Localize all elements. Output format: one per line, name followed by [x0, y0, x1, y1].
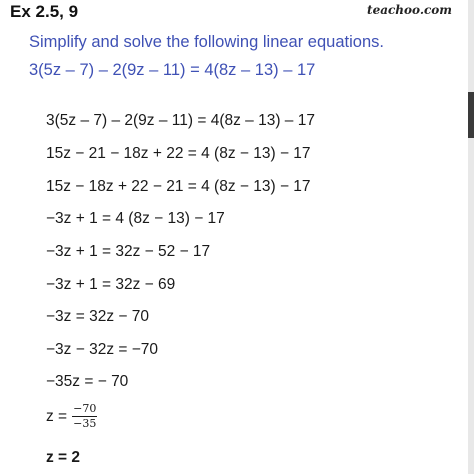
question-equation: 3(5z – 7) – 2(9z – 11) = 4(8z – 13) – 17: [29, 61, 316, 79]
step-8: −3z − 32z = −70: [46, 341, 159, 358]
scrollbar[interactable]: [468, 0, 474, 474]
fraction-step: [46, 403, 97, 430]
question-instruction: Simplify and solve the following linear equations.: [29, 33, 384, 51]
scrollbar-thumb[interactable]: [468, 92, 474, 138]
step-7: −3z = 32z − 70: [46, 308, 149, 325]
fraction-denominator: −35: [73, 417, 97, 430]
step-1: 3(5z – 7) – 2(9z – 11) = 4(8z – 13) – 17: [46, 112, 315, 129]
step-6: −3z + 1 = 32z − 69: [46, 276, 176, 293]
final-answer: z = 2: [46, 449, 81, 466]
step-5: −3z + 1 = 32z − 52 − 17: [46, 243, 211, 260]
step-9: −35z = − 70: [46, 373, 129, 390]
step-2: 15z − 21 − 18z + 22 = 4 (8z − 13) − 17: [46, 145, 311, 162]
fraction-lhs: z =: [46, 407, 68, 425]
brand-logo: teachoo.com: [367, 3, 452, 17]
fraction: [72, 403, 97, 430]
step-4: −3z + 1 = 4 (8z − 13) − 17: [46, 210, 225, 227]
fraction-numerator: −70: [73, 402, 97, 415]
exercise-title: Ex 2.5, 9: [10, 2, 79, 21]
step-3: 15z − 18z + 22 − 21 = 4 (8z − 13) − 17: [46, 178, 311, 195]
